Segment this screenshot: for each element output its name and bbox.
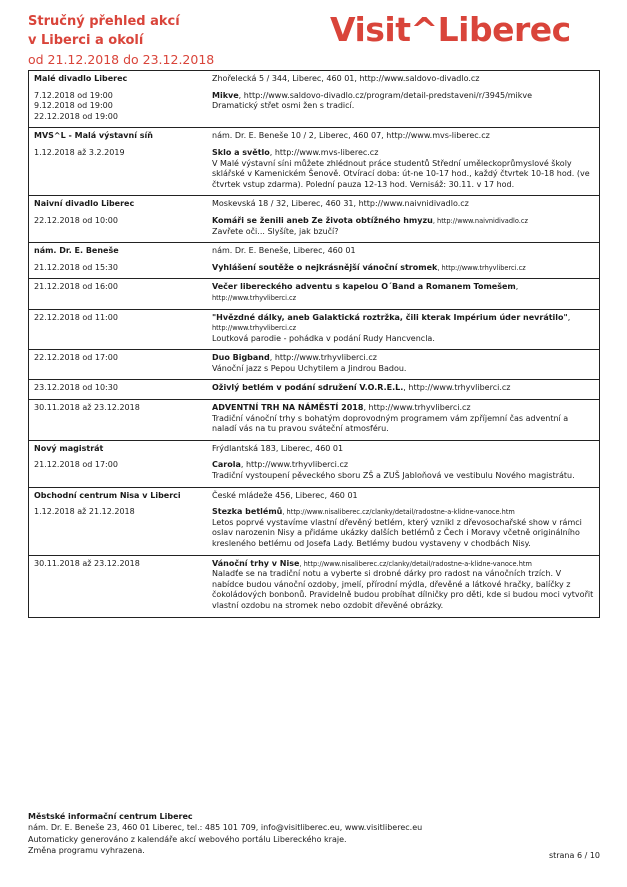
event-url[interactable]: , http://www.naivnidivadlo.cz (432, 216, 528, 225)
events-table (28, 70, 600, 618)
event-url-separator: , (515, 282, 519, 292)
event-description: Tradiční vánoční trhy s bohatým doprovodným programem vám zpříjemní čas adventní a naladí vás na tu pravou sváteční atmosféru. (212, 413, 569, 434)
event-date: 1.12.2018 až 21.12.2018 (34, 507, 135, 517)
visit-liberec-logo: Visit^Liberec (330, 10, 571, 49)
row-left (34, 559, 212, 612)
event-date: 22.12.2018 od 11:00 (34, 312, 118, 322)
event-url[interactable]: http://www.trhyvliberci.cz (212, 293, 297, 302)
table-row (29, 278, 599, 308)
event-description: V Malé výstavní síni můžete zhlédnout práce studentů Střední uměleckoprůmyslové školy sklářské v Kamenickém Šenově. Otvírací doba: út-ne 10-17 hod., každý čtvrtek 10-18 hod. (ve čtvrtek vstup zdarma). Polední pauza 12-13 hod. Vernisáž: 30.11. v 17 hod. (212, 158, 590, 189)
event-description: Dramatický střet osmi žen s tradicí. (212, 101, 355, 111)
event-date: 21.12.2018 od 15:30 (34, 262, 118, 272)
row-left (34, 313, 212, 345)
footer-generated-note: Automaticky generováno z kalendáře akcí webového portálu Libereckého kraje. (28, 834, 347, 844)
venue-address: nám. Dr. E. Beneše, Liberec, 460 01 (212, 246, 356, 256)
event-date: 21.12.2018 od 17:00 (34, 460, 118, 470)
event-description: Naladťe se na tradiční notu a vyberte si drobné dárky pro radost na vánočních trzích. V nabídce budou vánoční ozdoby, jmelí, přírodní mýdla, dřevěné a látkové hračky, balíčky z čokoládových bonbonů. Pravidelně budou probíhat dílničky pro děti, kde si budou moci vytvořit vlastní ozdobu na stromek nebo ozdobit dřevěné obrázky. (212, 569, 594, 610)
event-description: Vánoční jazz s Pepou Uchytilem a Jindrou Badou. (212, 363, 407, 373)
event-url[interactable]: , http://www.trhyvliberci.cz (403, 383, 511, 393)
venue-name: Obchodní centrum Nisa v Liberci (34, 490, 181, 500)
event-date: 21.12.2018 od 16:00 (34, 282, 118, 292)
table-row (29, 127, 599, 195)
event-description: Zavřete oči... Slyšíte, jak bzučí? (212, 226, 339, 236)
venue-address: nám. Dr. E. Beneše 10 / 2, Liberec, 460 07, http://www.mvs-liberec.cz (212, 131, 490, 141)
event-date: 23.12.2018 od 10:30 (34, 383, 118, 393)
event-title: Carola (212, 460, 241, 470)
table-row (29, 309, 599, 350)
event-url[interactable]: , http://www.saldovo-divadlo.cz/program/detail-predstaveni/r/3945/mikve (238, 90, 533, 100)
page-number: strana 6 / 10 (548, 851, 600, 860)
event-url[interactable]: , http://www.nisaliberec.cz/clanky/detail/radostne-a-klidne-vanoce.htm (282, 508, 515, 517)
event-url[interactable]: http://www.trhyvliberci.cz (212, 324, 297, 333)
event-title: Komáři se ženili aneb Ze života obtížného hmyzu (212, 215, 433, 225)
event-description: Letos poprvé vystavíme vlastní dřevěný betlém, který vznikl z dřevosochařské show v rámci oslav narozenin Nisy a přidáme ukázky dalších betlémů z Čech i Moravy včetně originálního kresleného betlému od Josefa Lady. Betlémy budou vystaveny v chodbách Nisy. (212, 517, 582, 548)
row-right (212, 313, 594, 345)
event-date: 22.12.2018 od 19:00 (34, 111, 118, 121)
event-date: 30.11.2018 až 23.12.2018 (34, 403, 140, 413)
table-row (29, 195, 599, 242)
event-url[interactable]: , http://www.nisaliberec.cz/clanky/detail/radostne-a-klidne-vanoce.htm (299, 559, 532, 568)
venue-address: Moskevská 18 / 32, Liberec, 460 31, http://www.naivnidivadlo.cz (212, 199, 469, 209)
title-line-1: Stručný přehled akcí (28, 14, 180, 29)
event-url[interactable]: , http://www.trhyvliberci.cz (437, 263, 526, 272)
table-row (29, 242, 599, 278)
venue-name: Nový magistrát (34, 443, 104, 453)
row-right (212, 559, 594, 612)
venue-name: Naivní divadlo Liberec (34, 199, 135, 209)
table-row (29, 487, 599, 555)
row-left (34, 383, 212, 394)
row-right (212, 491, 594, 550)
footer-contact: nám. Dr. E. Beneše 23, 460 01 Liberec, tel.: 485 101 709, info@visitliberec.eu, www.visitliberec.eu (28, 823, 423, 833)
table-row (29, 379, 599, 399)
table-row (29, 399, 599, 440)
row-right (212, 282, 594, 303)
event-url[interactable]: , http://www.trhyvliberci.cz (269, 353, 377, 363)
row-right (212, 199, 594, 237)
row-left (34, 353, 212, 374)
row-right (212, 353, 594, 374)
footer-organization: Městské informační centrum Liberec (28, 812, 193, 821)
event-date: 9.12.2018 od 19:00 (34, 101, 113, 111)
event-title: Oživlý betlém v podání sdružení V.O.R.E.L. (212, 383, 404, 393)
table-row (29, 555, 599, 617)
row-left (34, 491, 212, 550)
event-description: Tradiční vystoupení pěveckého sboru ZŠ a ZUŠ Jabloňová ve vestibulu Nového magistrátu. (212, 471, 575, 481)
footer (28, 811, 600, 857)
venue-address: Frýdlantská 183, Liberec, 460 01 (212, 443, 344, 453)
table-row (29, 349, 599, 379)
event-url-separator: , (567, 312, 571, 322)
row-right (212, 383, 594, 394)
event-title: Mikve (212, 90, 239, 100)
document-title (28, 12, 308, 69)
event-date: 22.12.2018 od 10:00 (34, 215, 118, 225)
row-left (34, 199, 212, 237)
venue-address: Zhořelecká 5 / 344, Liberec, 460 01, http://www.saldovo-divadlo.cz (212, 74, 480, 83)
row-left (34, 74, 212, 122)
event-url[interactable]: , http://www.trhyvliberci.cz (240, 460, 349, 470)
event-date: 22.12.2018 od 17:00 (34, 353, 118, 363)
event-title: Duo Bigband (212, 353, 270, 363)
event-url[interactable]: , http://www.mvs-liberec.cz (269, 147, 379, 157)
venue-name: nám. Dr. E. Beneše (34, 246, 119, 256)
title-line-2: v Liberci a okolí (28, 33, 144, 48)
event-description: Loutková parodie - pohádka v podání Rudy Hancvencla. (212, 333, 435, 343)
event-url[interactable]: , http://www.trhyvliberci.cz (363, 403, 471, 413)
event-date: 7.12.2018 od 19:00 (34, 90, 113, 100)
venue-name: Malé divadlo Liberec (34, 74, 128, 83)
row-right (212, 403, 594, 435)
event-title: Stezka betlémů (212, 507, 283, 517)
event-title: Večer libereckého adventu s kapelou O´Band a Romanem Tomešem (212, 282, 516, 292)
row-left (34, 403, 212, 435)
row-left (34, 282, 212, 303)
venue-address: České mládeže 456, Liberec, 460 01 (212, 490, 358, 500)
event-date: 1.12.2018 až 3.2.2019 (34, 147, 125, 157)
row-right (212, 444, 594, 482)
table-row (29, 440, 599, 487)
row-right (212, 74, 594, 122)
event-date: 30.11.2018 až 23.12.2018 (34, 558, 140, 568)
row-right (212, 131, 594, 190)
footer-change-note: Změna programu vyhrazena. (28, 846, 145, 856)
venue-name: MVS^L - Malá výstavní síň (34, 131, 153, 141)
event-title: Sklo a světlo (212, 147, 270, 157)
row-left (34, 444, 212, 482)
row-left (34, 246, 212, 273)
event-title: Vánoční trhy v Nise (212, 558, 300, 568)
event-title: "Hvězdné dálky, aneb Galaktická roztržka, čili kterak Impérium úder nevrátilo" (212, 312, 568, 322)
date-range: od 21.12.2018 do 23.12.2018 (28, 52, 215, 67)
table-row (29, 71, 599, 127)
row-left (34, 131, 212, 190)
event-title: ADVENTNÍ TRH NA NÁMĚSTÍ 2018 (212, 403, 364, 413)
row-right (212, 246, 594, 273)
event-title: Vyhlášení soutěže o nejkrásnější vánoční stromek (212, 262, 438, 272)
